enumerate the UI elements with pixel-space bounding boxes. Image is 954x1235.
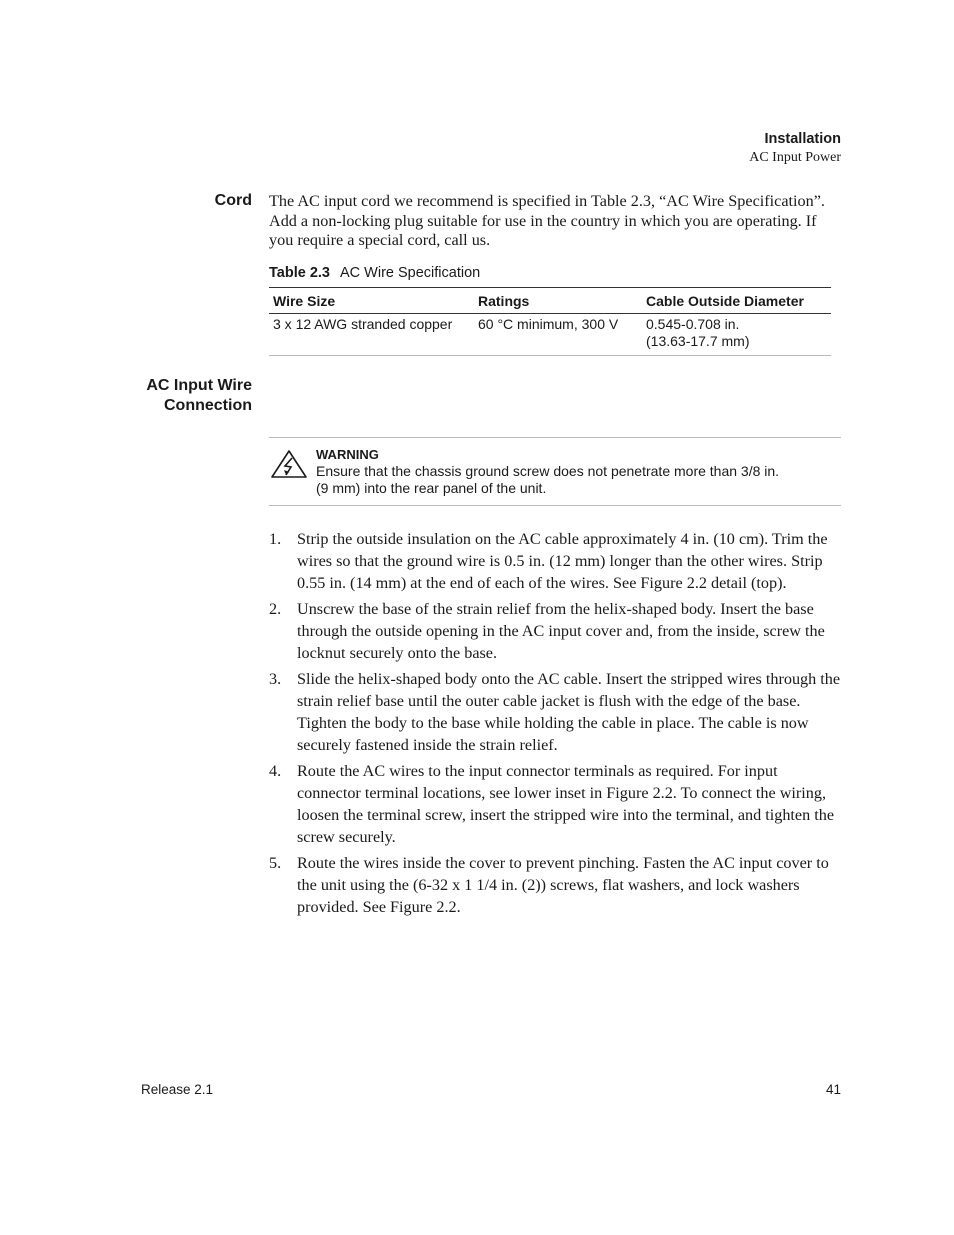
step-number: 5.: [269, 854, 282, 872]
warning-box: [269, 437, 841, 506]
diameter-inches: 0.545-0.708 in.: [646, 316, 740, 332]
running-header-subsection: AC Input Power: [749, 150, 841, 165]
connection-heading-line1: AC Input Wire: [146, 377, 252, 394]
running-header-section: Installation: [764, 131, 841, 147]
step-text: Unscrew the base of the strain relief from the helix-shaped body. Insert the base through the outside opening in the AC input cover and, from the inside, screw the locknut securely onto the base.: [297, 600, 825, 662]
step-text: Route the AC wires to the input connector terminals as required. For input connector terminal locations, see lower inset in Figure 2.2. To connect the wiring, loosen the terminal screw, insert the stripped wire into the terminal, and tighten the screw securely.: [297, 762, 835, 846]
warning-line1: Ensure that the chassis ground screw does not penetrate more than 3/8 in.: [316, 463, 780, 479]
col-header-wire-size: Wire Size: [269, 288, 474, 314]
step-text: Slide the helix-shaped body onto the AC cable. Insert the stripped wires through the strain relief base until the outer cable jacket is flush with the edge of the base. Tighten the body to the base while holding the cable in place. The cable is now securely fastened inside the strain relief.: [297, 670, 841, 754]
cell-wire-size: 3 x 12 AWG stranded copper: [269, 314, 474, 356]
list-item: [269, 598, 844, 664]
electrical-hazard-icon: [270, 449, 308, 479]
cord-heading: Cord: [214, 192, 252, 209]
cell-diameter: [642, 314, 831, 356]
warning-text: [316, 463, 836, 497]
col-header-diameter: Cable Outside Diameter: [642, 288, 831, 314]
step-number: 2.: [269, 600, 282, 618]
step-number: 1.: [269, 530, 282, 548]
cell-ratings: 60 °C minimum, 300 V: [474, 314, 642, 356]
list-item: [269, 760, 844, 848]
diameter-mm: (13.63-17.7 mm): [646, 333, 750, 349]
table-number: Table 2.3: [269, 265, 330, 281]
warning-title: WARNING: [316, 447, 379, 462]
connection-heading: [146, 376, 252, 416]
step-text: Route the wires inside the cover to prevent pinching. Fasten the AC input cover to the unit using the (6-32 x 1 1/4 in. (2)) screws, flat washers, and lock washers provided. See Figure 2.2.: [297, 854, 829, 916]
table-title: AC Wire Specification: [339, 265, 481, 281]
step-text: Strip the outside insulation on the AC cable approximately 4 in. (10 cm). Trim the wires so that the ground wire is 0.5 in. (12 mm) longer than the other wires. Strip 0.55 in. (14 mm) at the end of each of the wires. See Figure 2.2 detail (top).: [297, 530, 828, 592]
cord-paragraph: The AC input cord we recommend is specified in Table 2.3, “AC Wire Specification”. Add a non-locking plug suitable for use in the country in which you are operating. If you require a special cord, call us.: [269, 192, 825, 249]
col-header-ratings: Ratings: [474, 288, 642, 314]
list-item: [269, 668, 844, 756]
list-item: [269, 528, 844, 594]
table-header-row: [269, 288, 831, 314]
warning-line2: (9 mm) into the rear panel of the unit.: [316, 480, 547, 496]
page-number: 41: [825, 1082, 841, 1097]
installation-steps: [269, 528, 844, 922]
ac-wire-spec-table: [269, 287, 831, 356]
step-number: 3.: [269, 670, 282, 688]
table-row: [269, 314, 831, 356]
table-caption: [269, 265, 480, 281]
connection-heading-line2: Connection: [164, 397, 252, 414]
list-item: [269, 852, 844, 918]
footer-release: Release 2.1: [141, 1082, 214, 1097]
step-number: 4.: [269, 762, 282, 780]
